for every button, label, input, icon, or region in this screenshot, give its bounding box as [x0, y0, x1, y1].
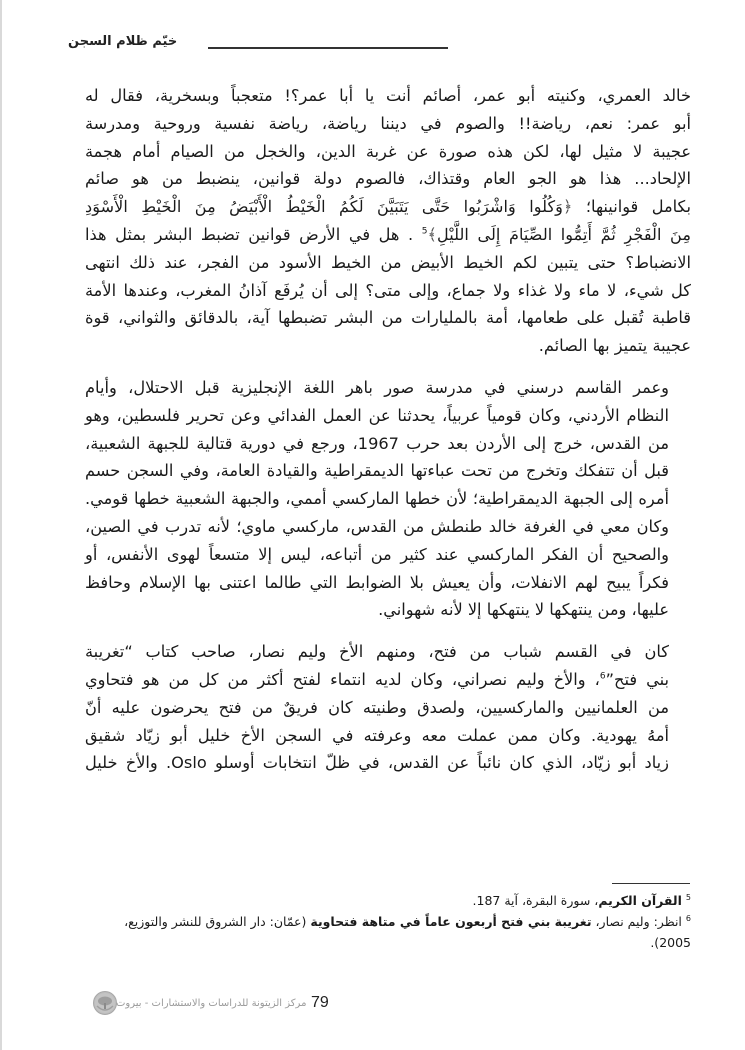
text-line — [85, 666, 691, 694]
body-text — [85, 82, 691, 777]
text-line — [85, 221, 691, 249]
text-segment: ، والأخ وليم نصراني، وكان لديه انتماء لفتح أكثر من كل من هو فتحاوي — [85, 669, 600, 689]
footnote-book-title: تغريبة بني فتح أربعون عاماً في متاهة فتحاوية — [310, 914, 592, 929]
text-line: عجيبة يتميز بها الصائم. — [538, 336, 691, 356]
text-line: عليها، ومن ينتهكها لا ينتهكها إلا لأنه شهواني. — [378, 600, 669, 620]
text-segment: بني فتح” — [605, 669, 669, 689]
text-line: الإلحاد... هذا هو الجو العام وقتذاك، فالصوم دولة قوانين، ينضبط من هو صائم — [85, 169, 691, 189]
text-line: كل شيء، لا ماء ولا غذاء ولا جماع، وإلى متى؟ إلى أن يُرفَع آذانُ المغرب، وعندها الأمة — [85, 280, 691, 300]
footnote-number: 5 — [685, 892, 691, 902]
text-line — [85, 193, 691, 221]
text-line: كان في القسم شباب من فتح، ومنهم الأخ وليم نصار، صاحب كتاب “تغريبة — [85, 642, 669, 662]
header-rule — [208, 47, 448, 49]
text-line: من العلمانيين والماركسيين، ولصدق وطنيته كان فريقٌ من فتح يحرضون عليه أنّ — [85, 697, 669, 717]
page-footer — [0, 990, 745, 1020]
footnote-text: (عمّان: دار الشروق للنشر والتوزيع، 2005). — [124, 914, 691, 950]
page-number: 79 — [311, 994, 329, 1011]
text-line: قاطبة تُقبل على طعامها، أمة بالمليارات من البشر تضبطها آية، بالدقائق والثواني، قوة — [85, 308, 691, 328]
verse-open-ornament-icon: ﴿ — [563, 197, 573, 217]
page-edge — [0, 0, 2, 1050]
text-line: الانضباط؟ حتى يتبين لكم الخيط الأبيض من الخيط الأسود من الفجر، عند ذلك انتهى — [85, 252, 691, 272]
quran-verse-part-2: مِنَ الْفَجْرِ ثُمَّ أَتِمُّوا الصِّيَامَ إِلَى اللَّيْلِ — [436, 224, 691, 244]
footnote-ref-5[interactable]: 5 — [421, 226, 428, 237]
footnote-source-title: القرآن الكريم — [598, 893, 682, 908]
footnote-prefix: انظر: وليم نصار، — [591, 914, 682, 929]
text-line: النظام الأردني، وكان قومياً عربياً، يحدثنا عن العمل الفدائي وعن تحرير فلسطين، وهو — [85, 405, 669, 425]
verse-close-ornament-icon: ﴾ — [427, 224, 437, 244]
footnote-text: ، سورة البقرة، آية 187. — [472, 893, 599, 908]
olive-tree-logo-icon — [93, 991, 117, 1015]
paragraph-3 — [85, 638, 691, 777]
text-line: أمهُ يهودية. وكان ممن عملت معه وعرفته في السجن الأخ خليل أبو زيّاد شقيق — [85, 725, 669, 745]
text-line: أبو عمر: نعم، رياضة!! والصوم في ديننا رياضة، رياضة نفسية وروحية ومدرسة — [85, 113, 691, 133]
text-line: فكراً يبيح لهم الانفلات، وأن يعيش بلا الضوابط التي طالما اعتنى بها الإسلام وحافظ — [85, 572, 669, 592]
footnote-6 — [85, 911, 691, 953]
paragraph-2 — [85, 374, 691, 624]
running-header — [68, 34, 448, 54]
text-line: قبل أن تتفكك وتخرج من تحت عباءتها الديمقراطية والقيادة العامة، وفي السجن حسم — [85, 461, 669, 481]
text-line: وكان معي في الغرفة خالد طنطش من القدس، ماركسي ماوي؛ لأنه تدرب في الصين، — [85, 516, 669, 536]
text-line: زياد أبو زيّاد، الذي كان نائباً عن القدس، في ظلّ انتخابات أوسلو Oslo. والأخ خليل — [85, 753, 669, 773]
paragraph-1 — [85, 82, 691, 360]
publisher-name: مركز الزيتونة للدراسات والاستشارات - بيروت — [116, 998, 307, 1009]
footnote-5 — [85, 890, 691, 911]
text-line: من القدس، خرج إلى الأردن بعد حرب 1967، ورجع في دورية قتالية للجبهة الشعبية، — [85, 433, 669, 453]
text-line: خالد العمري، وكنيته أبو عمر، أصائم أنت يا أبا عمر؟! متعجباً وبسخرية، فقال له — [85, 86, 691, 105]
text-segment: . هل في الأرض قوانين تضبط البشر بمثل هذا — [85, 224, 422, 244]
quran-verse-part-1: وَكُلُوا وَاشْرَبُوا حَتَّى يَتَبَيَّنَ لَكُمُ الْخَيْطُ الْأَبْيَضُ مِنَ الْخَيْطِ الْأَسْوَدِ — [85, 197, 563, 217]
text-line: أمره إلى الجبهة الديمقراطية؛ لأن خطها الماركسي أممي، والجبهة الشعبية خطها قومي. — [85, 489, 669, 509]
text-line: وعمر القاسم درسني في مدرسة صور باهر اللغة الإنجليزية قبل الاحتلال، وأيام — [85, 377, 669, 397]
footnote-number: 6 — [685, 913, 691, 923]
footnotes — [85, 890, 691, 953]
footnote-separator — [612, 883, 690, 884]
text-line: والصحيح أن الفكر الماركسي عند كثير من أتباعه، ليس إلا متسعاً لهوى الأنفس، أو — [85, 544, 669, 564]
running-title: خيّم ظلام السجن — [68, 34, 178, 49]
footnote-ref-6[interactable]: 6 — [599, 671, 606, 682]
text-line: عجيبة لا مثيل لها، لكن هذه صورة عن غربة الدين، والخجل من الصيام أمام هجمة — [85, 141, 691, 161]
text-segment: بكامل قوانينها؛ — [572, 197, 691, 217]
